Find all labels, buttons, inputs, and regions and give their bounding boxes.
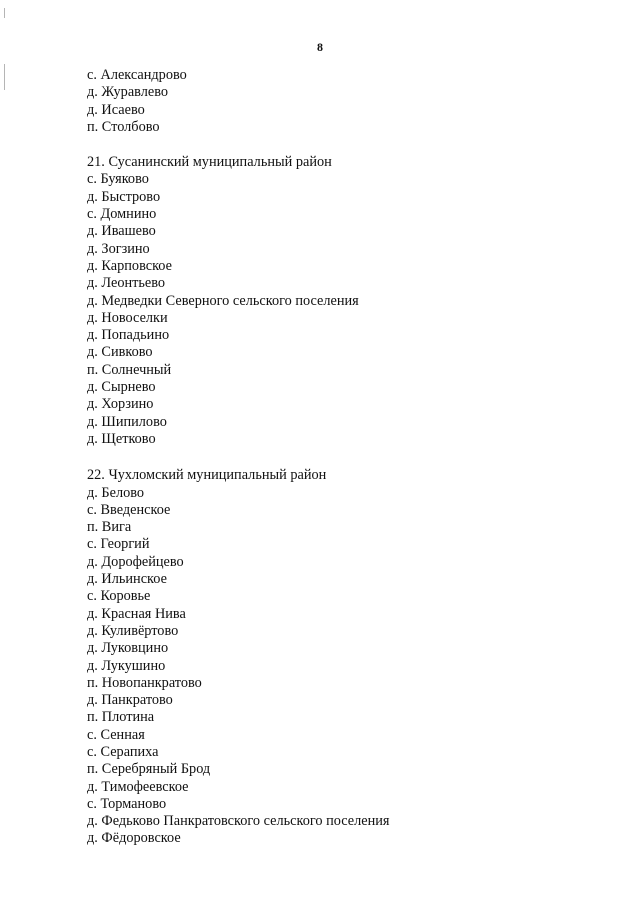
list-item: д. Сырнево (87, 379, 156, 396)
list-item: с. Александрово (87, 67, 187, 83)
section-heading: 21. Сусанинский муниципальный район (87, 154, 332, 171)
list-item: д. Куливёртово (87, 622, 179, 639)
list-item: д. Быстрово (87, 188, 161, 205)
list-item: д. Хорзино (87, 396, 154, 413)
list-item: д. Панкратово (87, 692, 173, 709)
page-number: 8 (317, 40, 323, 54)
list-item: д. Леонтьево (87, 275, 166, 292)
list-item: д. Фёдоровское (87, 830, 181, 847)
list-item: с. Сенная (87, 726, 145, 743)
document-body (87, 67, 587, 848)
list-item: д. Луковцино (87, 640, 169, 657)
list-item: д. Лукушино (87, 657, 166, 674)
list-item: с. Буяково (87, 171, 149, 188)
list-item: п. Столбово (87, 118, 160, 135)
list-item: д. Белово (87, 484, 145, 501)
section-chukhlomsky-district (87, 467, 587, 848)
list-item: п. Плотина (87, 709, 155, 726)
list-item: д. Зогзино (87, 240, 150, 257)
list-item: с. Серапиха (87, 743, 159, 760)
list-item: д. Федьково Панкратовского сельского поселения (87, 813, 390, 830)
list-item: п. Серебряный Брод (87, 761, 211, 778)
list-item: д. Попадьино (87, 327, 170, 344)
list-item: п. Новопанкратово (87, 674, 202, 691)
list-item: д. Ильинское (87, 571, 167, 588)
scan-edge-mark (4, 8, 5, 18)
list-item: д. Медведки Северного сельского поселения (87, 292, 359, 309)
continued-settlement-list (87, 67, 587, 136)
list-item: д. Дорофейцево (87, 553, 184, 570)
list-item: д. Новоселки (87, 309, 168, 326)
list-item: д. Журавлево (87, 84, 169, 101)
list-item: д. Ивашево (87, 223, 156, 240)
section-susaninsky-district (87, 154, 587, 448)
list-item: д. Шипилово (87, 413, 167, 430)
list-item: д. Щетково (87, 430, 156, 447)
list-item: п. Солнечный (87, 361, 172, 378)
list-item: д. Сивково (87, 344, 153, 361)
list-item: д. Карповское (87, 257, 172, 274)
scan-edge-mark (4, 64, 5, 90)
list-item: с. Коровье (87, 588, 151, 605)
list-item: д. Тимофеевское (87, 778, 189, 795)
list-item: д. Исаево (87, 101, 145, 118)
list-item: п. Вига (87, 519, 132, 536)
list-item: с. Введенское (87, 501, 171, 518)
section-heading: 22. Чухломский муниципальный район (87, 467, 327, 484)
list-item: с. Георгий (87, 536, 150, 553)
list-item: д. Красная Нива (87, 605, 186, 622)
list-item: с. Торманово (87, 795, 167, 812)
list-item: с. Домнино (87, 206, 157, 223)
